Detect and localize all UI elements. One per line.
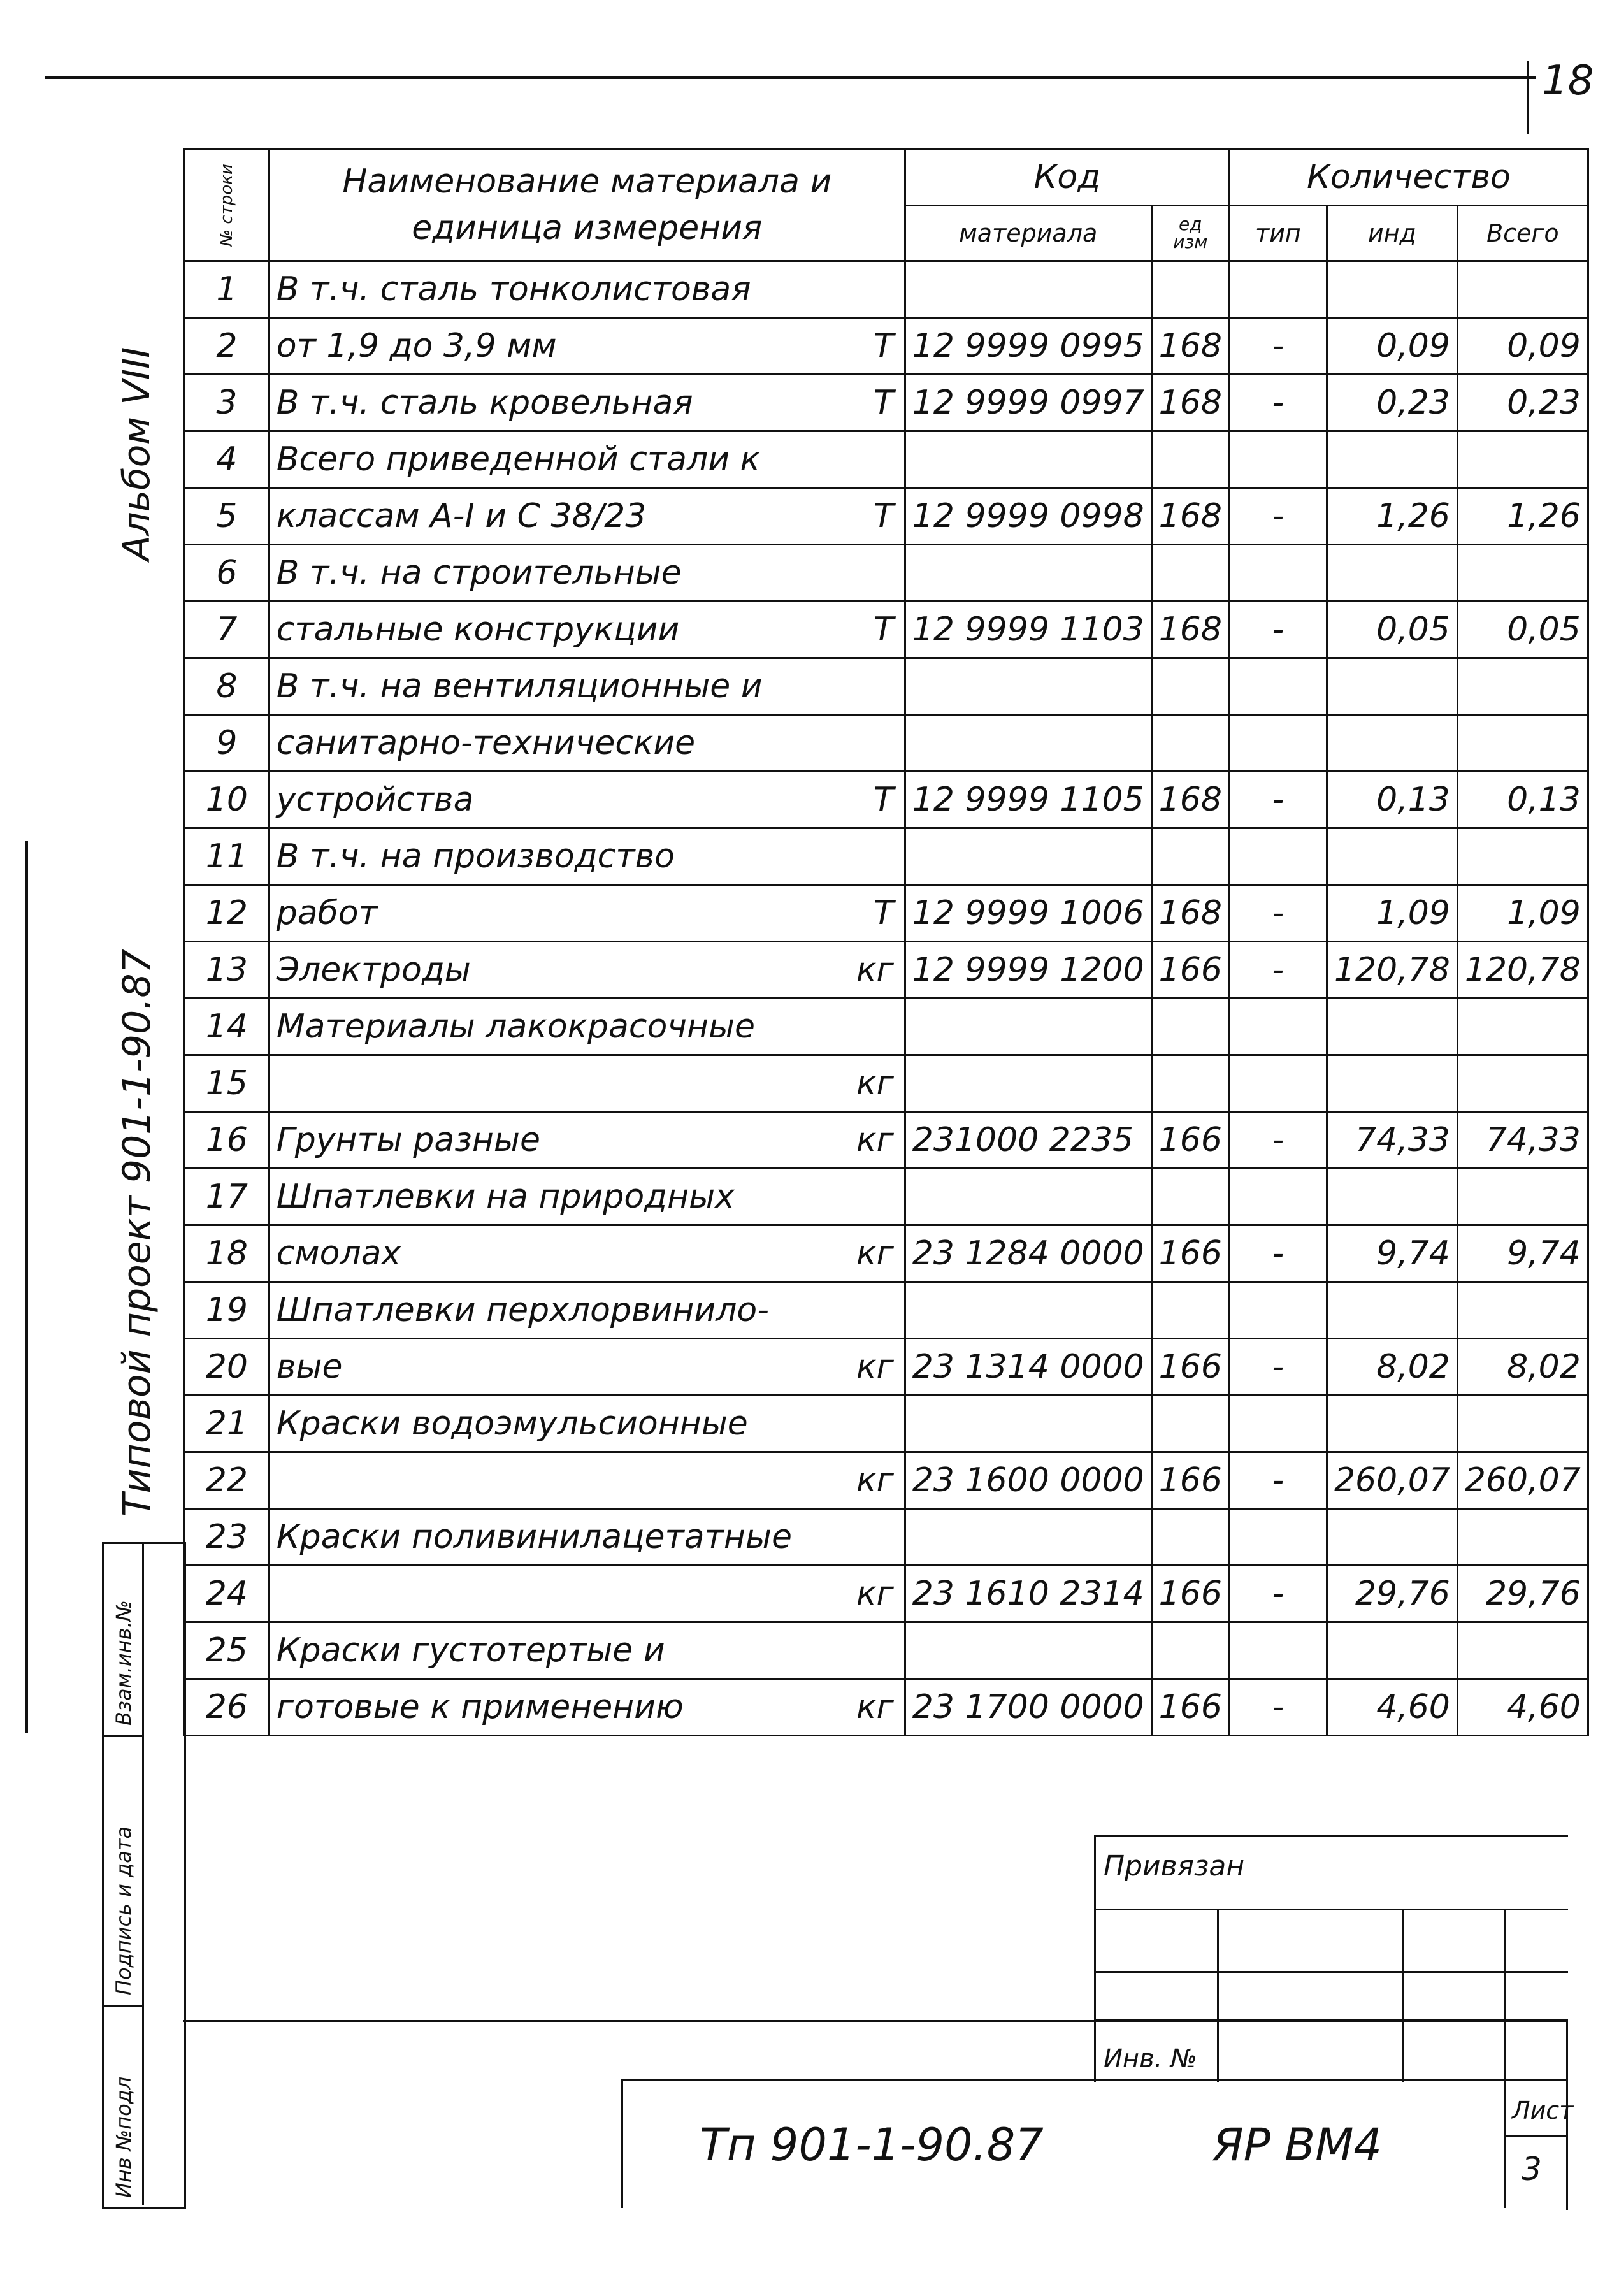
row-number: 9	[185, 715, 270, 772]
row-ind	[1327, 1396, 1457, 1452]
row-ed: 166	[1151, 1566, 1229, 1622]
header-code: Код	[905, 149, 1229, 206]
row-total: 1,26	[1457, 488, 1588, 545]
row-code	[905, 431, 1151, 488]
table-row	[185, 261, 1588, 318]
row-total: 74,33	[1457, 1112, 1588, 1169]
row-ed	[1151, 1396, 1229, 1452]
corner-bar	[1527, 61, 1529, 134]
row-ind: 0,23	[1327, 375, 1457, 431]
row-number: 10	[185, 772, 270, 828]
row-name-cell	[269, 1112, 905, 1169]
row-ind: 120,78	[1327, 942, 1457, 999]
row-ed	[1151, 1282, 1229, 1339]
row-tip	[1229, 545, 1327, 602]
row-code	[905, 545, 1151, 602]
row-number: 2	[185, 318, 270, 375]
row-code: 12 9999 1105	[905, 772, 1151, 828]
row-ed	[1151, 1055, 1229, 1112]
row-name-cell	[269, 1169, 905, 1225]
row-ind: 0,09	[1327, 318, 1457, 375]
table-header-row	[185, 149, 1588, 206]
album-label: Альбом VIII	[115, 347, 158, 561]
row-name-cell	[269, 375, 905, 431]
project-label: Типовой проект 901-1-90.87	[115, 949, 159, 1517]
row-ind	[1327, 545, 1457, 602]
row-ed: 168	[1151, 318, 1229, 375]
row-number: 14	[185, 999, 270, 1055]
stamp-vzam-inv: Взам.инв.№	[112, 1600, 136, 1726]
row-number: 16	[185, 1112, 270, 1169]
row-name: Электроды	[276, 951, 471, 989]
row-ed	[1151, 431, 1229, 488]
row-tip	[1229, 1622, 1327, 1679]
row-name-cell	[269, 431, 905, 488]
row-total: 1,09	[1457, 885, 1588, 942]
header-code-unit: ед изм	[1151, 206, 1229, 261]
header-code-material: материала	[905, 206, 1151, 261]
row-total: 260,07	[1457, 1452, 1588, 1509]
row-name-cell	[269, 999, 905, 1055]
row-unit: кг	[856, 1575, 894, 1613]
row-number: 26	[185, 1679, 270, 1736]
table-row	[185, 488, 1588, 545]
row-ed	[1151, 999, 1229, 1055]
row-ind: 1,09	[1327, 885, 1457, 942]
table-row	[185, 658, 1588, 715]
row-total: 8,02	[1457, 1339, 1588, 1396]
row-tip	[1229, 999, 1327, 1055]
row-ed	[1151, 1169, 1229, 1225]
row-name-cell	[269, 658, 905, 715]
row-ed: 168	[1151, 602, 1229, 658]
bind-vline-3	[1504, 1909, 1506, 2082]
row-code	[905, 658, 1151, 715]
row-number: 17	[185, 1169, 270, 1225]
row-name-cell	[269, 1282, 905, 1339]
row-number: 15	[185, 1055, 270, 1112]
row-name-cell	[269, 885, 905, 942]
row-ed: 168	[1151, 772, 1229, 828]
row-total	[1457, 431, 1588, 488]
row-code	[905, 828, 1151, 885]
row-name: готовые к применению	[276, 1688, 684, 1726]
row-code: 12 9999 1200	[905, 942, 1151, 999]
row-tip: -	[1229, 942, 1327, 999]
row-tip: -	[1229, 1112, 1327, 1169]
row-ind	[1327, 261, 1457, 318]
row-total: 0,05	[1457, 602, 1588, 658]
row-code	[905, 1622, 1151, 1679]
row-number: 11	[185, 828, 270, 885]
row-number: 24	[185, 1566, 270, 1622]
row-name: устройства	[276, 781, 474, 819]
sheet-label: Лист	[1512, 2097, 1574, 2125]
row-number: 13	[185, 942, 270, 999]
row-name: Шпатлевки на природных	[276, 1178, 735, 1216]
row-ind: 1,26	[1327, 488, 1457, 545]
row-ind: 9,74	[1327, 1225, 1457, 1282]
row-name-cell	[269, 1452, 905, 1509]
row-tip: -	[1229, 375, 1327, 431]
row-total: 0,09	[1457, 318, 1588, 375]
row-number: 21	[185, 1396, 270, 1452]
row-name-cell	[269, 715, 905, 772]
row-unit: кг	[856, 1461, 894, 1499]
row-total	[1457, 1509, 1588, 1566]
stamp-cell-podpis	[104, 1737, 144, 2007]
row-code: 23 1314 0000	[905, 1339, 1151, 1396]
table-row	[185, 1169, 1588, 1225]
sheet-divider-h	[1504, 2135, 1568, 2137]
table-row	[185, 942, 1588, 999]
table-row	[185, 1282, 1588, 1339]
row-ind: 4,60	[1327, 1679, 1457, 1736]
row-ed	[1151, 658, 1229, 715]
row-name-cell	[269, 1622, 905, 1679]
row-unit: кг	[856, 1121, 894, 1159]
row-tip	[1229, 1509, 1327, 1566]
row-tip	[1229, 261, 1327, 318]
bind-line-2	[1096, 1971, 1568, 1973]
row-ind	[1327, 715, 1457, 772]
row-code: 23 1700 0000	[905, 1679, 1151, 1736]
row-name: В т.ч. на производство	[276, 837, 675, 876]
table-row	[185, 602, 1588, 658]
row-code: 12 9999 0995	[905, 318, 1151, 375]
row-tip: -	[1229, 602, 1327, 658]
row-total	[1457, 1055, 1588, 1112]
table-body	[185, 261, 1588, 1736]
row-name-cell	[269, 1225, 905, 1282]
row-unit: кг	[856, 1064, 894, 1102]
row-name: Шпатлевки перхлорвинило-	[276, 1291, 770, 1329]
row-ed: 166	[1151, 1452, 1229, 1509]
row-name: стальные конструкции	[276, 610, 680, 649]
row-ed	[1151, 1622, 1229, 1679]
row-total	[1457, 1282, 1588, 1339]
row-tip	[1229, 1055, 1327, 1112]
row-code: 12 9999 0997	[905, 375, 1151, 431]
row-ind	[1327, 1282, 1457, 1339]
row-name: вые	[276, 1348, 343, 1386]
row-tip	[1229, 431, 1327, 488]
table-row	[185, 999, 1588, 1055]
row-ed: 166	[1151, 1112, 1229, 1169]
row-total: 0,13	[1457, 772, 1588, 828]
row-name-cell	[269, 1566, 905, 1622]
table-row	[185, 1509, 1588, 1566]
row-total: 9,74	[1457, 1225, 1588, 1282]
sheet-number: 3	[1522, 2151, 1542, 2188]
row-name: Всего приведенной стали к	[276, 440, 760, 479]
row-tip	[1229, 1396, 1327, 1452]
row-number: 4	[185, 431, 270, 488]
row-ed: 168	[1151, 885, 1229, 942]
row-code: 23 1610 2314	[905, 1566, 1151, 1622]
left-margin-rule	[25, 841, 28, 1733]
stamp-cell-vzam	[104, 1544, 144, 1737]
row-ind	[1327, 1055, 1457, 1112]
row-tip	[1229, 658, 1327, 715]
row-unit: кг	[856, 1348, 894, 1386]
row-tip: -	[1229, 1566, 1327, 1622]
row-unit: кг	[856, 1234, 894, 1273]
row-name-cell	[269, 1679, 905, 1736]
row-number: 7	[185, 602, 270, 658]
row-total	[1457, 999, 1588, 1055]
header-qty-ind: инд	[1327, 206, 1457, 261]
row-name-cell	[269, 1055, 905, 1112]
table-row	[185, 1566, 1588, 1622]
row-ind	[1327, 658, 1457, 715]
row-number: 1	[185, 261, 270, 318]
row-name: работ	[276, 894, 378, 932]
table-row	[185, 1452, 1588, 1509]
inv-no-label: Инв. №	[1104, 2044, 1197, 2074]
table-row	[185, 375, 1588, 431]
row-number: 25	[185, 1622, 270, 1679]
row-number: 23	[185, 1509, 270, 1566]
table-row	[185, 715, 1588, 772]
row-total	[1457, 715, 1588, 772]
table-row	[185, 431, 1588, 488]
row-unit: Т	[874, 894, 894, 932]
row-ed: 168	[1151, 375, 1229, 431]
table-row	[185, 1112, 1588, 1169]
row-name-cell	[269, 772, 905, 828]
row-name-cell	[269, 318, 905, 375]
row-code	[905, 999, 1151, 1055]
row-name: Краски водоэмульсионные	[276, 1404, 748, 1443]
header-qty-tip: тип	[1229, 206, 1327, 261]
header-quantity: Количество	[1229, 149, 1588, 206]
row-name-cell	[269, 261, 905, 318]
top-rule	[45, 76, 1536, 79]
row-tip	[1229, 828, 1327, 885]
row-ind	[1327, 1509, 1457, 1566]
row-code	[905, 261, 1151, 318]
row-number: 19	[185, 1282, 270, 1339]
row-tip: -	[1229, 1452, 1327, 1509]
row-code	[905, 1282, 1151, 1339]
row-name: В т.ч. на вентиляционные и	[276, 667, 763, 705]
row-ind	[1327, 999, 1457, 1055]
row-tip: -	[1229, 885, 1327, 942]
row-ind: 29,76	[1327, 1566, 1457, 1622]
row-tip: -	[1229, 1679, 1327, 1736]
materials-table	[183, 148, 1589, 1736]
binding-block	[1094, 1835, 1568, 2082]
row-ed: 168	[1151, 488, 1229, 545]
row-code	[905, 1396, 1151, 1452]
row-ind: 0,13	[1327, 772, 1457, 828]
row-code	[905, 1055, 1151, 1112]
row-name: смолах	[276, 1234, 401, 1273]
row-unit: кг	[856, 951, 894, 989]
row-unit: Т	[874, 384, 894, 422]
row-code	[905, 1169, 1151, 1225]
table-row	[185, 1622, 1588, 1679]
bind-line-1	[1096, 1909, 1568, 1910]
row-tip: -	[1229, 1339, 1327, 1396]
row-tip: -	[1229, 1225, 1327, 1282]
row-ed	[1151, 545, 1229, 602]
row-name: В т.ч. сталь тонколистовая	[276, 270, 751, 308]
privyazan-label: Привязан	[1104, 1850, 1245, 1882]
row-code: 231000 2235	[905, 1112, 1151, 1169]
row-number: 18	[185, 1225, 270, 1282]
row-unit: Т	[874, 497, 894, 535]
sheet-mark: ЯР ВМ4	[1212, 2119, 1383, 2171]
row-code: 12 9999 1103	[905, 602, 1151, 658]
row-code: 12 9999 0998	[905, 488, 1151, 545]
row-ed	[1151, 1509, 1229, 1566]
stamp-column	[102, 1542, 186, 2209]
row-ind	[1327, 1169, 1457, 1225]
row-name-cell	[269, 602, 905, 658]
row-ind	[1327, 1622, 1457, 1679]
row-ed: 166	[1151, 1339, 1229, 1396]
row-total: 0,23	[1457, 375, 1588, 431]
row-ed: 166	[1151, 942, 1229, 999]
row-total: 4,60	[1457, 1679, 1588, 1736]
row-total	[1457, 1622, 1588, 1679]
row-number: 20	[185, 1339, 270, 1396]
row-tip: -	[1229, 488, 1327, 545]
row-tip	[1229, 715, 1327, 772]
row-unit: кг	[856, 1688, 894, 1726]
row-total	[1457, 261, 1588, 318]
row-name: В т.ч. на строительные	[276, 554, 682, 592]
row-tip: -	[1229, 318, 1327, 375]
stamp-inv-podl: Инв №подл	[112, 2076, 136, 2198]
header-qty-total: Всего	[1457, 206, 1588, 261]
row-ed	[1151, 261, 1229, 318]
row-code: 23 1284 0000	[905, 1225, 1151, 1282]
table-row	[185, 1225, 1588, 1282]
row-ind: 74,33	[1327, 1112, 1457, 1169]
row-name: В т.ч. сталь кровельная	[276, 384, 693, 422]
row-unit: Т	[874, 781, 894, 819]
bind-vline-2	[1402, 1909, 1404, 2082]
row-total: 120,78	[1457, 942, 1588, 999]
row-number: 6	[185, 545, 270, 602]
bind-line-3	[1096, 2019, 1568, 2021]
row-total	[1457, 1169, 1588, 1225]
table-row	[185, 1679, 1588, 1736]
table-row	[185, 772, 1588, 828]
row-name-cell	[269, 1396, 905, 1452]
row-name-cell	[269, 1509, 905, 1566]
table-row	[185, 318, 1588, 375]
row-total	[1457, 545, 1588, 602]
row-code	[905, 1509, 1151, 1566]
row-total	[1457, 1396, 1588, 1452]
row-ed	[1151, 715, 1229, 772]
row-number: 5	[185, 488, 270, 545]
row-total: 29,76	[1457, 1566, 1588, 1622]
row-name-cell	[269, 1339, 905, 1396]
row-name-cell	[269, 545, 905, 602]
stamp-cell-inv	[104, 2007, 144, 2205]
row-tip	[1229, 1169, 1327, 1225]
row-ind: 0,05	[1327, 602, 1457, 658]
row-ind	[1327, 431, 1457, 488]
row-total	[1457, 828, 1588, 885]
sheet-divider	[1504, 2081, 1506, 2208]
row-name: Краски поливинилацетатные	[276, 1518, 792, 1556]
page-number: 18	[1542, 57, 1594, 105]
row-number: 22	[185, 1452, 270, 1509]
row-ind: 260,07	[1327, 1452, 1457, 1509]
row-name-cell	[269, 488, 905, 545]
row-tip: -	[1229, 772, 1327, 828]
row-code	[905, 715, 1151, 772]
table-row	[185, 1055, 1588, 1112]
row-ind	[1327, 828, 1457, 885]
table-row	[185, 1396, 1588, 1452]
row-name: Грунты разные	[276, 1121, 540, 1159]
table-row	[185, 545, 1588, 602]
row-code: 12 9999 1006	[905, 885, 1151, 942]
row-number: 8	[185, 658, 270, 715]
header-name: Наименование материала и единица измерения	[269, 149, 905, 261]
row-number: 3	[185, 375, 270, 431]
row-ed: 166	[1151, 1679, 1229, 1736]
row-name: от 1,9 до 3,9 мм	[276, 327, 557, 365]
row-number: 12	[185, 885, 270, 942]
row-name: Материалы лакокрасочные	[276, 1007, 756, 1046]
row-name: Краски густотертые и	[276, 1631, 665, 1670]
row-name-cell	[269, 942, 905, 999]
row-ed: 166	[1151, 1225, 1229, 1282]
table-row	[185, 828, 1588, 885]
bind-vline-1	[1217, 1909, 1219, 2082]
stamp-podpis-data: Подпись и дата	[112, 1826, 136, 1995]
row-name: классам А-I и С 38/23	[276, 497, 647, 535]
row-tip	[1229, 1282, 1327, 1339]
row-code: 23 1600 0000	[905, 1452, 1151, 1509]
table-row	[185, 1339, 1588, 1396]
row-name: санитарно-технические	[276, 724, 696, 762]
doc-code: Тп 901-1-90.87	[700, 2119, 1044, 2171]
row-unit: Т	[874, 610, 894, 649]
row-ed	[1151, 828, 1229, 885]
row-total	[1457, 658, 1588, 715]
row-unit: Т	[874, 327, 894, 365]
header-row-no: № строки	[185, 149, 270, 261]
row-name-cell	[269, 828, 905, 885]
table-row	[185, 885, 1588, 942]
title-block	[621, 2079, 1574, 2208]
row-ind: 8,02	[1327, 1339, 1457, 1396]
